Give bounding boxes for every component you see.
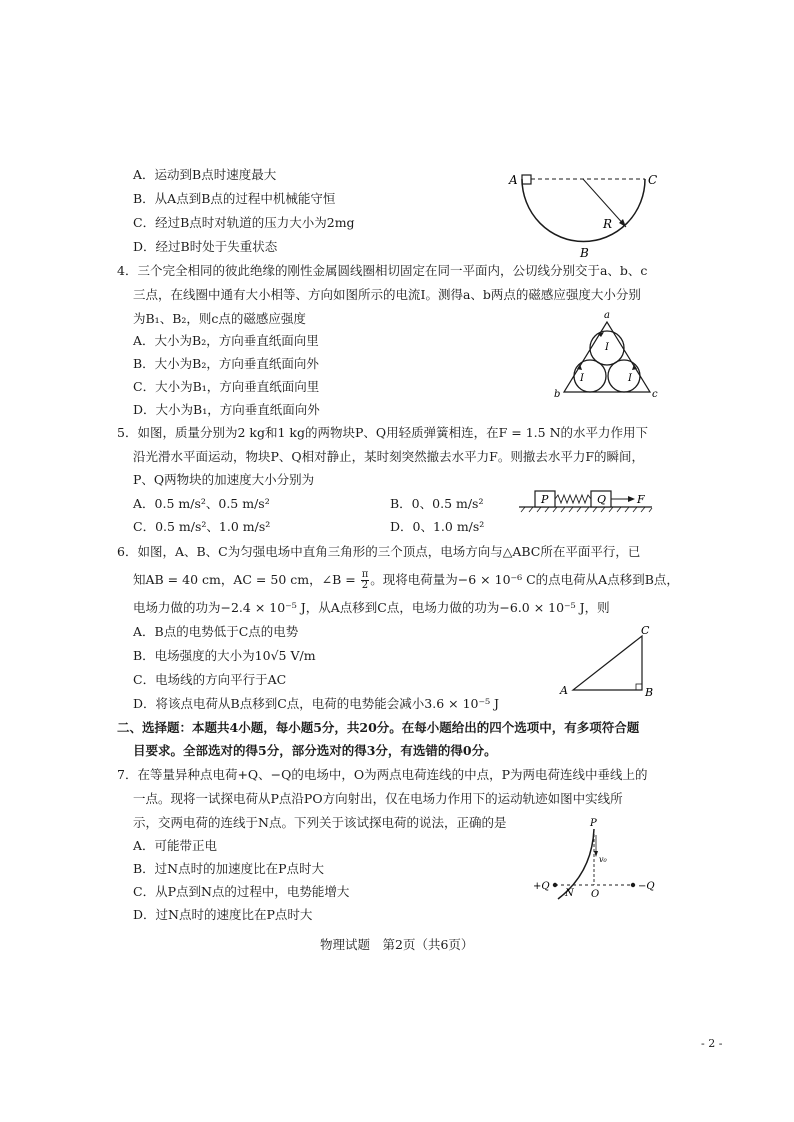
q3-semicircle-figure: [505, 165, 665, 265]
q5-stem-line3: P、Q两物块的加速度大小分别为: [133, 472, 315, 487]
q4-coil-right: [608, 360, 640, 392]
q5-option-b: B．0、0.5 m/s²: [390, 496, 484, 511]
q3-option-c: C．经过B点时对轨道的压力大小为2mg: [133, 215, 355, 230]
q6-fraction-numerator: π: [361, 569, 369, 580]
section2-heading-line1: 二、选择题：本题共4小题，每小题5分，共20分。在每小题给出的四个选项中，有多项符合题: [117, 720, 640, 735]
q6-stem-line2-pre: 知AB = 40 cm，AC = 50 cm，∠B =: [133, 572, 360, 587]
q6-stem-line2: [133, 570, 679, 591]
q5-option-a: A．0.5 m/s²、0.5 m/s²: [133, 496, 270, 511]
q4-triangle: [564, 322, 650, 392]
q6-stem-line3: 电场力做的功为−2.4 × 10⁻⁵ J，从A点移到C点，电场力做的功为−6.0 × 10⁻⁵ J，则: [133, 600, 610, 615]
q7-charge-minus-dot: [631, 883, 635, 887]
q7-label-minus-q: −Q: [638, 881, 655, 892]
q4-stem-line2: 三点，在线圈中通有大小相等、方向如图所示的电流I。测得a、b两点的磁感应强度大小分别: [133, 287, 641, 302]
q3-semicircle-track: [522, 179, 645, 242]
page-number: - 2 -: [701, 1037, 723, 1050]
q6-label-a: A: [560, 684, 568, 697]
q6-right-angle-mark: [636, 684, 642, 690]
q6-right-triangle-figure: [555, 622, 660, 700]
q6-stem-line1: 6．如图，A、B、C为匀强电场中直角三角形的三个顶点，电场方向与△ABC所在平面平行，已: [117, 544, 641, 559]
page-footer: 物理试题 第2页（共6页）: [320, 937, 474, 952]
q7-trajectory: [558, 829, 594, 899]
q4-label-a: a: [604, 310, 610, 321]
q3-option-d: D．经过B时处于失重状态: [133, 239, 278, 254]
q5-blocks-spring-figure: [517, 486, 657, 518]
q4-label-i-left: I: [580, 373, 584, 384]
q6-stem-line2-post: 。现将电荷量为−6 × 10⁻⁶ C的点电荷从A点移到B点，: [370, 572, 679, 587]
q3-label-b: B: [580, 246, 589, 260]
q7-option-c: C．从P点到N点的过程中，电势能增大: [133, 884, 350, 899]
q4-label-b: b: [554, 389, 561, 400]
q7-charge-plus-dot: [553, 883, 557, 887]
q4-three-coils-figure: [550, 308, 662, 402]
q4-stem-line1: 4．三个完全相同的彼此绝缘的刚性金属圆线圈相切固定在同一平面内，公切线分别交于a、b、c: [117, 263, 648, 278]
q5-option-d: D．0、1.0 m/s²: [390, 519, 485, 534]
q7-label-n: N: [565, 888, 574, 899]
q6-label-b: B: [645, 686, 654, 699]
q4-stem-line3: 为B₁、B₂，则c点的磁感应强度: [133, 311, 306, 326]
q4-label-i-top: I: [605, 342, 609, 353]
q3-block: [522, 175, 531, 184]
q6-angle-fraction: [361, 570, 370, 591]
q7-point-charges-figure: [528, 815, 663, 907]
q6-option-d: D．将该点电荷从B点移到C点，电荷的电势能会减小3.6 × 10⁻⁵ J: [133, 696, 500, 711]
q5-label-f: F: [637, 493, 645, 506]
q7-option-d: D．过N点时的速度比在P点时大: [133, 907, 313, 922]
q4-label-i-right: I: [628, 373, 632, 384]
q3-label-a: A: [509, 173, 518, 187]
q5-label-p: P: [541, 493, 549, 506]
q7-stem-line3: 示，交两电荷的连线于N点。下列关于该试探电荷的说法，正确的是: [133, 815, 507, 830]
q7-velocity-arrow: [594, 851, 598, 857]
q5-force-arrow: [628, 496, 635, 502]
q7-label-plus-q: +Q: [533, 881, 550, 892]
q5-option-c: C．0.5 m/s²、1.0 m/s²: [133, 519, 271, 534]
q7-stem-line2: 一点。现将一试探电荷从P点沿PO方向射出，仅在电场力作用下的运动轨迹如图中实线所: [133, 791, 623, 806]
q3-option-b: B．从A点到B点的过程中机械能守恒: [133, 191, 336, 206]
q7-label-v0: v₀: [599, 855, 607, 864]
q3-label-r: R: [603, 217, 613, 231]
q7-label-o: O: [591, 889, 600, 900]
q5-ground-hatch: [521, 507, 652, 512]
q4-option-d: D．大小为B₁，方向垂直纸面向外: [133, 402, 320, 417]
q3-label-c: C: [648, 173, 658, 187]
q7-stem-line1: 7．在等量异种点电荷+Q、−Q的电场中，O为两点电荷连线的中点，P为两电荷连线中垂线上的: [117, 767, 648, 782]
section2-heading-line2: 目要求。全部选对的得5分，部分选对的得3分，有选错的得0分。: [133, 743, 497, 758]
q5-stem-line2: 沿光滑水平面运动，物块P、Q相对静止，某时刻突然撤去水平力F。则撤去水平力F的瞬间，: [133, 449, 645, 464]
q6-fraction-denominator: 2: [361, 580, 369, 591]
q4-option-b: B．大小为B₂，方向垂直纸面向外: [133, 356, 319, 371]
q4-coil-left: [574, 360, 606, 392]
q6-option-a: A．B点的电势低于C点的电势: [133, 624, 299, 639]
q6-option-c: C．电场线的方向平行于AC: [133, 672, 287, 687]
q7-label-p: P: [590, 818, 597, 829]
q4-label-c: c: [652, 389, 658, 400]
q6-triangle: [573, 636, 642, 690]
q4-option-c: C．大小为B₁，方向垂直纸面向里: [133, 379, 320, 394]
q6-option-b: B．电场强度的大小为10√5 V/m: [133, 648, 316, 663]
q7-option-a: A．可能带正电: [133, 838, 218, 853]
q5-label-q: Q: [597, 493, 607, 506]
q5-stem-line1: 5．如图，质量分别为2 kg和1 kg的两物块P、Q用轻质弹簧相连，在F = 1.5 N的水平力作用下: [117, 425, 649, 440]
q4-option-a: A．大小为B₂，方向垂直纸面向里: [133, 333, 319, 348]
q6-label-c: C: [641, 624, 650, 637]
q5-spring: [555, 495, 591, 503]
q3-option-a: A．运动到B点时速度最大: [133, 167, 277, 182]
q7-option-b: B．过N点时的加速度比在P点时大: [133, 861, 325, 876]
